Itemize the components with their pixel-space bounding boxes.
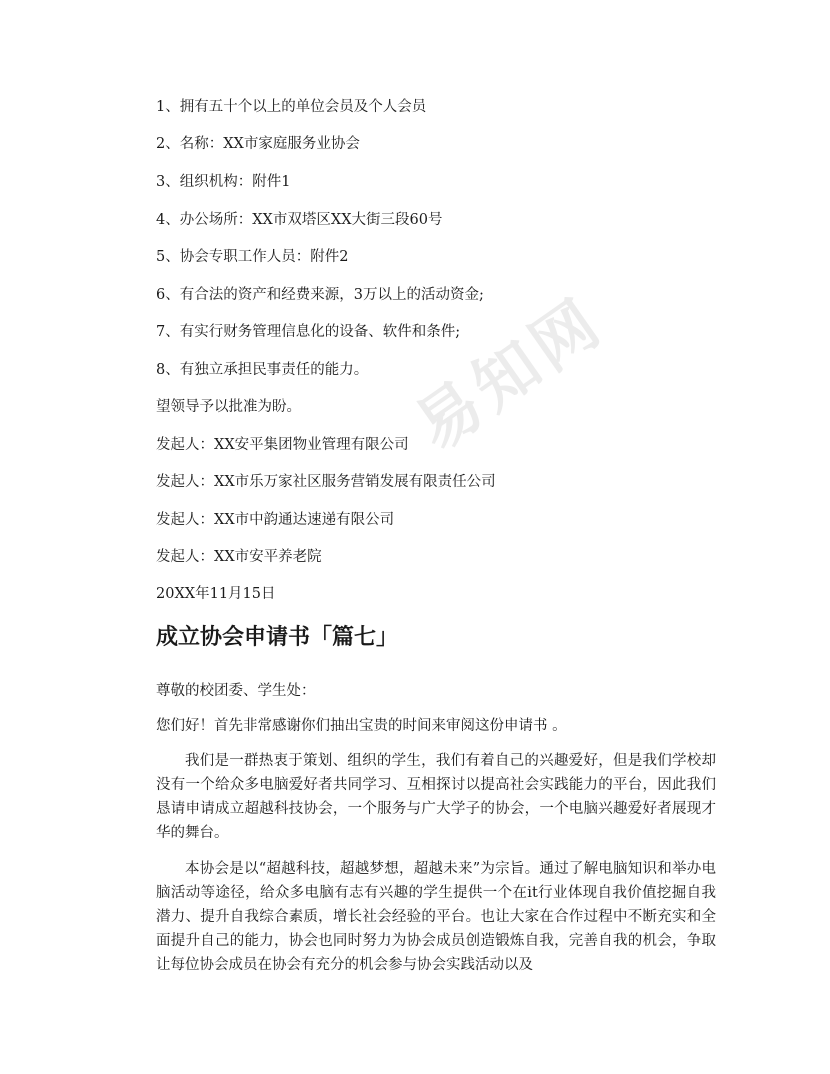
list-item: 7、有实行财务管理信息化的设备、软件和条件; (156, 324, 461, 340)
list-item: 8、有独立承担民事责任的能力。 (156, 362, 369, 378)
list-item: 1、拥有五十个以上的单位会员及个人会员 (156, 99, 427, 115)
body-paragraph: 我们是一群热衷于策划、组织的学生，我们有着自己的兴趣爱好，但是我们学校却没有一个给众多电脑爱好者共同学习、互相探讨以提高社会实践能力的平台，因此我们恳请申请成立超越科技协会，一个服务与广大学子的协会，一个电脑兴趣爱好者展现才华的舞台。 (156, 753, 716, 841)
greeting: 您们好！首先非常感谢你们抽出宝贵的时间来审阅这份申请书 。 (156, 718, 567, 734)
closing-line: 望领导予以批准为盼。 (156, 399, 301, 415)
initiator-line: 发起人：XX市安平养老院 (156, 549, 322, 565)
list-item: 2、名称：XX市家庭服务业协会 (156, 136, 360, 152)
body-paragraph: 本协会是以“超越科技，超越梦想，超越未来”为宗旨。通过了解电脑知识和举办电脑活动等途径，给众多电脑有志有兴趣的学生提供一个在it行业体现自我价值挖掘自我潜力、提升自我综合素质，增长社会经验的平台。也让大家在合作过程中不断充实和全面提升自己的能力，协会也同时努力为协会成员创造锻炼自我，完善自我的机会，争取让每位协会成员在协会有充分的机会参与协会实践活动以及 (156, 861, 716, 973)
list-item: 5、协会专职工作人员：附件2 (156, 249, 349, 265)
list-item: 4、办公场所：XX市双塔区XX大街三段60号 (156, 212, 443, 228)
watermark: 易知网 (402, 284, 618, 466)
initiator-line: 发起人：XX市中韵通达速递有限公司 (156, 512, 395, 528)
initiator-line: 发起人：XX安平集团物业管理有限公司 (156, 437, 409, 453)
date-line: 20XX年11月15日 (156, 586, 276, 602)
list-item: 3、组织机构：附件1 (156, 174, 291, 190)
salutation: 尊敬的校团委、学生处： (156, 683, 316, 699)
initiator-line: 发起人：XX市乐万家社区服务营销发展有限责任公司 (156, 474, 496, 490)
list-item: 6、有合法的资产和经费来源，3万以上的活动资金; (156, 287, 484, 303)
section-title: 成立协会申请书「篇七」 (156, 625, 399, 650)
